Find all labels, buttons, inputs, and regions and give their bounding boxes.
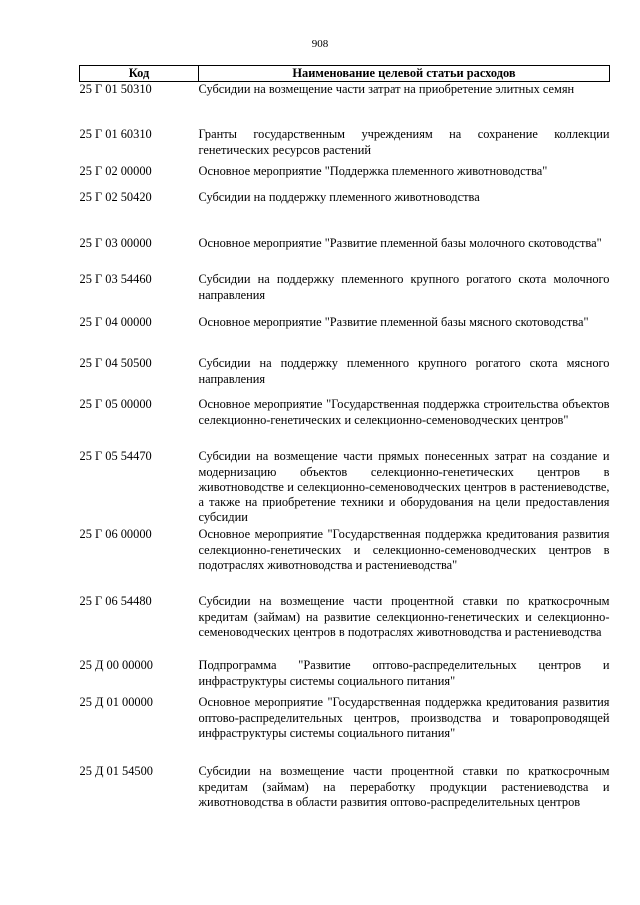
row-code: 25 Г 05 00000 <box>79 397 152 412</box>
row-name: Основное мероприятие "Развитие племенной базы мясного скотоводства" <box>198 315 589 330</box>
table-row <box>80 594 610 658</box>
row-name: Субсидии на возмещение части процентной ставки по краткосрочным кредитам (займам) на переработку продукции растениеводства и животноводства в области развития оптово-распределительных центров <box>198 764 610 809</box>
row-code: 25 Д 00 00000 <box>79 658 154 673</box>
row-code: 25 Г 05 54470 <box>79 449 152 464</box>
row-code: 25 Г 03 54460 <box>79 272 152 287</box>
table-row <box>80 190 610 236</box>
row-name: Субсидии на поддержку племенного крупного рогатого скота молочного направления <box>198 272 610 302</box>
row-code: 25 Г 02 00000 <box>79 164 152 179</box>
row-name: Субсидии на возмещение части затрат на приобретение элитных семян <box>198 82 575 97</box>
table-row <box>80 236 610 272</box>
row-name: Субсидии на поддержку племенного животноводства <box>198 190 480 205</box>
row-name: Основное мероприятие "Государственная поддержка кредитования развития оптово-распределительных центров, производства и товаропроводящей инфраструктуры системы социального питания" <box>198 695 610 740</box>
table-row <box>80 356 610 397</box>
row-code: 25 Г 06 00000 <box>79 527 152 542</box>
table-row <box>80 82 610 128</box>
row-code: 25 Г 01 60310 <box>79 127 152 142</box>
row-name: Подпрограмма "Развитие оптово-распределительных центров и инфраструктуры системы социального питания" <box>198 658 610 688</box>
row-name: Основное мероприятие "Развитие племенной базы молочного скотоводства" <box>198 236 602 251</box>
row-name: Субсидии на возмещение части процентной ставки по краткосрочным кредитам (займам) на развитие селекционно-генетических и селекционно-семеноводческих центров в подотраслях животноводства и растениеводства <box>198 594 610 639</box>
row-name: Гранты государственным учреждениям на сохранение коллекции генетических ресурсов растений <box>198 127 610 157</box>
row-name: Субсидии на возмещение части прямых понесенных затрат на создание и модернизацию объектов селекционно-генетических центров в животноводстве и селекционно-семеноводческих центров в растениеводстве, а также на приобретение техники и оборудования на цели предоставления субсидии <box>198 449 610 525</box>
row-code: 25 Г 04 00000 <box>79 315 152 330</box>
row-code: 25 Г 04 50500 <box>79 356 152 371</box>
table-row <box>80 658 610 695</box>
page-number: 908 <box>311 38 329 50</box>
table-row <box>80 127 610 164</box>
budget-codes-table <box>79 65 610 826</box>
row-code: 25 Г 01 50310 <box>79 82 152 97</box>
row-name: Основное мероприятие "Государственная поддержка кредитования развития селекционно-генетических и селекционно-семеноводческих центров в подотраслях животноводства и растениеводства" <box>198 527 610 572</box>
table-header-row <box>80 66 610 82</box>
row-code: 25 Г 03 00000 <box>79 236 152 251</box>
table-row <box>80 164 610 190</box>
header-code: Код <box>80 66 199 82</box>
table-row <box>80 695 610 764</box>
table-row <box>80 764 610 826</box>
table-row <box>80 397 610 449</box>
table-row <box>80 527 610 594</box>
header-name: Наименование целевой статьи расходов <box>199 66 610 82</box>
row-code: 25 Д 01 00000 <box>79 695 154 710</box>
row-name: Субсидии на поддержку племенного крупного рогатого скота мясного направления <box>198 356 610 386</box>
row-name: Основное мероприятие "Поддержка племенного животноводства" <box>198 164 548 179</box>
table-row <box>80 272 610 315</box>
table-row <box>80 449 610 527</box>
row-name: Основное мероприятие "Государственная поддержка строительства объектов селекционно-генетических и селекционно-семеноводческих центров" <box>198 397 610 427</box>
row-code: 25 Д 01 54500 <box>79 764 154 779</box>
row-code: 25 Г 06 54480 <box>79 594 152 609</box>
row-code: 25 Г 02 50420 <box>79 190 152 205</box>
table-row <box>80 315 610 356</box>
